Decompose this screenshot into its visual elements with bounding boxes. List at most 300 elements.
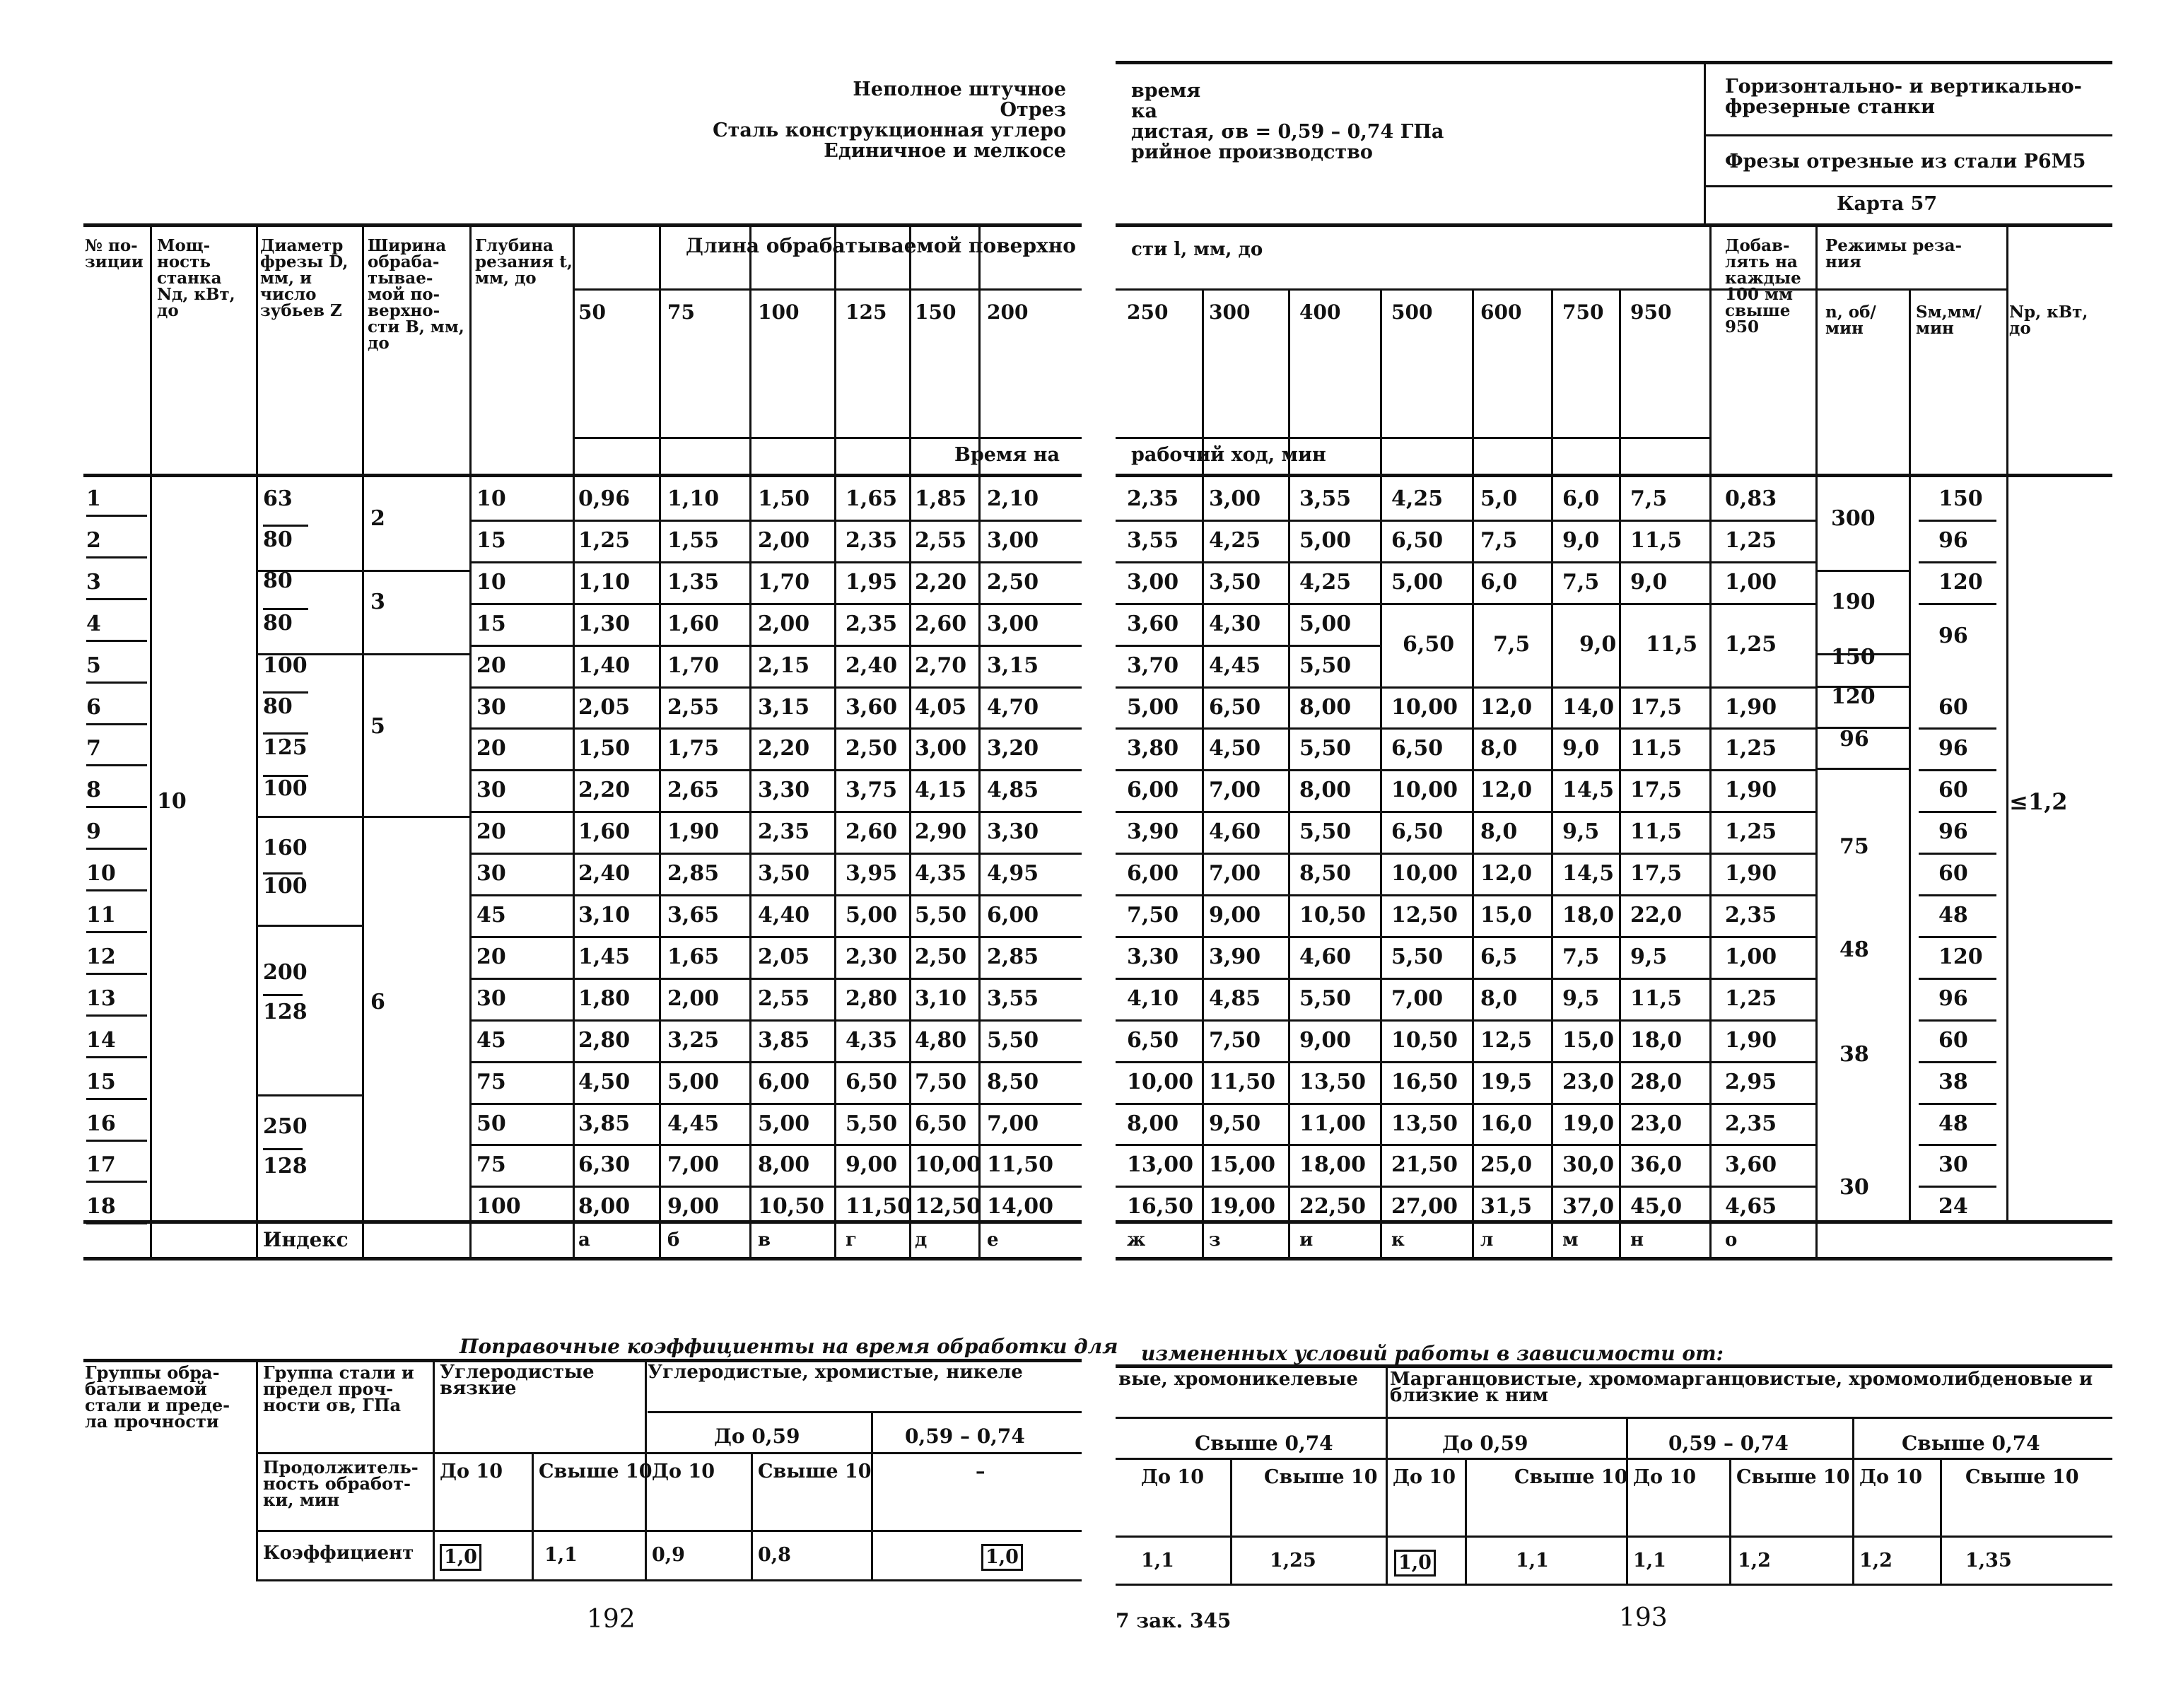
corr-range-left-2: 0,59 – 0,74 <box>905 1425 1025 1448</box>
index-letter: е <box>987 1229 999 1251</box>
n-group-rule <box>1815 768 1909 770</box>
card-label: Карта 57 <box>1837 193 1938 215</box>
diameter-2: 80 <box>263 527 293 552</box>
add-value: 1,25 <box>1725 736 1777 761</box>
col-line-right <box>1551 288 1553 1257</box>
row-rule-left <box>573 727 1082 730</box>
diameter-16a: 250 <box>263 1114 308 1139</box>
n-6: 75 <box>1839 834 1869 859</box>
header-pos: № по- зиции <box>85 236 144 271</box>
add-value: 2,35 <box>1725 903 1777 928</box>
row-rule-left <box>573 894 1082 896</box>
add-value: 1,00 <box>1725 569 1777 595</box>
coef-left: 0,9 <box>652 1544 685 1566</box>
time-value: 21,50 <box>1391 1152 1458 1178</box>
coef-right: 1,2 <box>1859 1550 1893 1572</box>
time-value: 25,0 <box>1480 1152 1533 1178</box>
time-value: 14,0 <box>1562 694 1615 720</box>
time-value: 2,50 <box>987 569 1039 595</box>
time-value: 9,5 <box>1562 985 1600 1011</box>
time-value: 14,00 <box>987 1194 1053 1219</box>
left-header-line-2: Отрез <box>1000 99 1066 121</box>
time-value: 14,5 <box>1562 861 1615 887</box>
time-value: 3,25 <box>667 1027 720 1053</box>
index-bottom-left <box>83 1257 1082 1260</box>
row-rule-s <box>1919 1144 1996 1146</box>
time-value: 13,00 <box>1127 1152 1193 1178</box>
row-rule-depth <box>469 1061 573 1063</box>
time-value: 11,50 <box>987 1152 1053 1178</box>
time-value: 3,90 <box>1209 944 1261 969</box>
time-value: 7,00 <box>667 1152 720 1178</box>
row-pos: 18 <box>86 1194 116 1219</box>
row-rule-s <box>1919 769 1996 771</box>
time-value: 4,50 <box>1209 736 1261 761</box>
row-rule-depth <box>469 936 573 938</box>
corr-range-right-2: До 0,59 <box>1442 1432 1528 1455</box>
corr-range-right-4: Свыше 0,74 <box>1902 1432 2040 1455</box>
corr-mangan: Марганцовистые, хромомарганцовистые, хромомолибденовые и близкие к ним <box>1390 1369 2093 1406</box>
add-value: 0,83 <box>1725 486 1777 511</box>
col-line-left <box>469 223 472 1257</box>
time-value: 3,00 <box>987 611 1039 636</box>
right-header <box>1131 81 1697 163</box>
time-value: 12,0 <box>1480 778 1533 803</box>
time-value: 2,70 <box>915 653 967 678</box>
header-add: Добав- лять на каждые 100 мм свыше 950 <box>1725 236 1801 337</box>
group-rule <box>256 816 362 818</box>
time-value: 37,0 <box>1562 1194 1615 1219</box>
add-value: 1,90 <box>1725 1027 1777 1053</box>
row-rule-depth <box>469 769 573 771</box>
width-4: 6 <box>370 990 385 1014</box>
time-value: 7,5 <box>1480 527 1518 553</box>
header-power: Мощ- ность станка Nд, кВт, до <box>157 236 235 320</box>
header-s: Sм,мм/ мин <box>1916 303 1982 338</box>
merged-500: 6,50 <box>1403 632 1455 657</box>
add-value: 1,25 <box>1725 819 1777 845</box>
header-n: n, об/ мин <box>1825 303 1876 338</box>
time-value: 7,50 <box>915 1069 967 1094</box>
time-value: 1,10 <box>578 569 631 595</box>
top-rule-right <box>1116 61 2112 64</box>
feed-value: 48 <box>1938 1111 1968 1136</box>
time-value: 3,70 <box>1127 653 1179 678</box>
time-value: 8,00 <box>1299 694 1352 720</box>
row-rule-depth <box>469 686 573 689</box>
row-rule-s <box>1919 1103 1996 1105</box>
time-value: 1,40 <box>578 653 631 678</box>
merged-add: 1,25 <box>1725 632 1777 657</box>
header-width: Ширина обраба- тывае- мой по- верхно- сти B, мм, до <box>368 236 464 353</box>
duration-right: Свыше 10 <box>1514 1466 1628 1488</box>
row-depth: 15 <box>476 527 506 553</box>
corr-range-right-1: Свыше 0,74 <box>1195 1432 1333 1455</box>
index-letter: к <box>1391 1229 1405 1251</box>
pos-underline <box>86 889 147 891</box>
coef-right: 1,1 <box>1516 1550 1549 1572</box>
time-value: 10,50 <box>1299 903 1366 928</box>
row-depth: 50 <box>476 1111 506 1136</box>
time-value: 3,55 <box>1299 486 1352 511</box>
time-value: 3,60 <box>846 694 898 720</box>
diameter-8: 100 <box>263 776 308 801</box>
row-rule-left <box>573 561 1082 563</box>
time-value: 5,50 <box>915 903 967 928</box>
time-value: 5,00 <box>1391 569 1444 595</box>
pos-underline <box>86 806 147 808</box>
index-letter: о <box>1725 1229 1738 1251</box>
corr-dur-rule-right <box>1116 1458 2112 1460</box>
time-left-label: Время на <box>954 444 1060 466</box>
diameter-12a: 200 <box>263 960 308 985</box>
time-value: 1,70 <box>667 653 720 678</box>
pos-underline <box>86 723 147 725</box>
time-value: 11,00 <box>1299 1111 1366 1136</box>
duration-left: До 10 <box>440 1461 503 1482</box>
power-value: 10 <box>157 789 187 814</box>
time-value: 9,00 <box>846 1152 898 1178</box>
time-value: 12,0 <box>1480 694 1533 720</box>
time-value: 3,55 <box>1127 527 1179 553</box>
time-value: 3,80 <box>1127 736 1179 761</box>
time-value: 1,65 <box>667 944 720 969</box>
row-depth: 15 <box>476 611 506 636</box>
time-value: 2,20 <box>578 778 631 803</box>
row-depth: 20 <box>476 944 506 969</box>
row-rule-depth <box>469 645 573 647</box>
left-header <box>571 79 1066 161</box>
time-value: 8,0 <box>1480 736 1518 761</box>
group-rule <box>256 1094 362 1096</box>
time-value: 5,50 <box>846 1111 898 1136</box>
col-line-right <box>1380 288 1382 1257</box>
width-3: 5 <box>370 714 385 739</box>
header-rule-3 <box>1704 185 2112 187</box>
time-value: 22,50 <box>1299 1194 1366 1219</box>
time-value: 27,00 <box>1391 1194 1458 1219</box>
corr-bottom-right <box>1116 1584 2112 1586</box>
row-depth: 20 <box>476 653 506 678</box>
col-line-right <box>1288 288 1290 1257</box>
correction-title-left: Поправочные коэффициенты на время обработки для <box>460 1335 1118 1358</box>
time-value: 19,00 <box>1209 1194 1275 1219</box>
time-value: 1,50 <box>578 736 631 761</box>
row-rule-depth <box>469 811 573 813</box>
time-value: 11,5 <box>1630 985 1683 1011</box>
merged-750: 9,0 <box>1579 632 1617 657</box>
length-header-right: 400 <box>1299 300 1341 324</box>
time-value: 5,50 <box>1299 736 1352 761</box>
time-value: 4,85 <box>1209 985 1261 1011</box>
feed-value: 60 <box>1938 694 1968 720</box>
diameter-fraction <box>263 1148 303 1150</box>
coef-right: 1,1 <box>1141 1550 1174 1572</box>
row-pos: 2 <box>86 527 101 553</box>
index-letter: м <box>1562 1229 1579 1251</box>
row-depth: 20 <box>476 736 506 761</box>
time-value: 2,55 <box>758 985 810 1011</box>
pos-underline <box>86 598 147 600</box>
merged-s4: 96 <box>1938 624 1968 648</box>
n-5: 96 <box>1839 727 1869 751</box>
diameter-4: 80 <box>263 611 293 636</box>
time-value: 13,50 <box>1299 1069 1366 1094</box>
add-value: 1,90 <box>1725 778 1777 803</box>
duration-right: Свыше 10 <box>1965 1466 2079 1488</box>
time-value: 1,95 <box>846 569 898 595</box>
length-header-left: 75 <box>667 300 695 324</box>
row-rule-left <box>573 1186 1082 1188</box>
time-value: 8,50 <box>987 1069 1039 1094</box>
duration-left: Свыше 10 <box>539 1461 653 1482</box>
length-header-right: 950 <box>1630 300 1672 324</box>
col-line-left <box>573 223 575 1257</box>
row-rule-left <box>573 936 1082 938</box>
row-rule-left <box>573 978 1082 980</box>
time-value: 6,50 <box>1209 694 1261 720</box>
time-value: 8,0 <box>1480 819 1518 845</box>
row-rule-depth <box>469 727 573 730</box>
time-value: 3,30 <box>987 819 1039 845</box>
time-value: 5,50 <box>1299 653 1352 678</box>
time-value: 4,85 <box>987 778 1039 803</box>
n-7: 48 <box>1839 937 1869 962</box>
time-value: 4,80 <box>915 1027 967 1053</box>
time-value: 4,30 <box>1209 611 1261 636</box>
length-header-left: 200 <box>987 300 1029 324</box>
time-value: 3,15 <box>758 694 810 720</box>
corr-coef-rule-right <box>1116 1536 2112 1538</box>
row-pos: 5 <box>86 653 101 678</box>
corr-coef-label: Коэффициент <box>263 1543 414 1564</box>
row-rule-right <box>1116 645 1380 647</box>
length-header-right: 600 <box>1480 300 1522 324</box>
time-value: 1,65 <box>846 486 898 511</box>
time-value: 6,50 <box>1127 1027 1179 1053</box>
time-value: 4,25 <box>1391 486 1444 511</box>
time-value: 0,96 <box>578 486 631 511</box>
time-value: 3,85 <box>578 1111 631 1136</box>
time-value: 8,00 <box>578 1194 631 1219</box>
time-value: 10,00 <box>915 1152 981 1178</box>
diameter-7: 125 <box>263 735 308 760</box>
time-value: 2,55 <box>915 527 967 553</box>
left-header-line-3: Сталь конструкционная углеро <box>713 119 1066 141</box>
time-value: 15,00 <box>1209 1152 1275 1178</box>
time-value: 10,00 <box>1391 778 1458 803</box>
pos-underline <box>86 515 147 517</box>
index-top-left <box>83 1220 1082 1224</box>
time-value: 18,0 <box>1630 1027 1683 1053</box>
time-value: 6,00 <box>1127 861 1179 887</box>
row-rule-left <box>573 686 1082 689</box>
feed-value: 120 <box>1938 569 1983 595</box>
corr-steel-header: Группа стали и предел проч- ности σв, ГПа <box>263 1362 414 1415</box>
time-value: 2,85 <box>667 861 720 887</box>
row-pos: 16 <box>86 1111 116 1136</box>
time-value: 1,55 <box>667 527 720 553</box>
time-value: 2,40 <box>846 653 898 678</box>
time-value: 10,00 <box>1391 694 1458 720</box>
diameter-5: 100 <box>263 653 308 678</box>
pos-underline <box>86 556 147 558</box>
time-value: 1,45 <box>578 944 631 969</box>
time-value: 16,50 <box>1391 1069 1458 1094</box>
left-header-line-4: Единичное и мелкосе <box>824 140 1066 162</box>
n-3: 150 <box>1831 645 1876 669</box>
row-rule-depth <box>469 894 573 896</box>
add-value: 1,90 <box>1725 694 1777 720</box>
right-header-line-3: дистая, σв = 0,59 – 0,74 ГПа <box>1131 121 1444 143</box>
duration-right: До 10 <box>1633 1466 1696 1488</box>
time-value: 8,00 <box>758 1152 810 1178</box>
row-depth: 30 <box>476 985 506 1011</box>
row-depth: 30 <box>476 778 506 803</box>
row-rule-s <box>1919 603 1996 605</box>
time-value: 6,5 <box>1480 944 1518 969</box>
time-value: 5,00 <box>1299 527 1352 553</box>
machines-label: Горизонтально- и вертикально-фрезерные станки <box>1725 76 2082 118</box>
index-letter: в <box>758 1229 771 1251</box>
time-value: 4,25 <box>1209 527 1261 553</box>
length-header-left: 125 <box>846 300 887 324</box>
width-group-rule <box>362 570 469 572</box>
time-value: 5,00 <box>1299 611 1352 636</box>
time-value: 3,30 <box>758 778 810 803</box>
time-value: 1,50 <box>758 486 810 511</box>
time-value: 6,50 <box>1391 736 1444 761</box>
duration-right: До 10 <box>1859 1466 1922 1488</box>
row-rule-s <box>1919 936 1996 938</box>
order-note: 7 зак. 345 <box>1116 1609 1232 1632</box>
row-rule-left <box>573 520 1082 522</box>
corr-v5 <box>751 1452 753 1579</box>
row-pos: 11 <box>86 903 116 928</box>
header-diameter: Диаметр фрезы D, мм, и число зубьев Z <box>260 236 349 320</box>
col-line-right <box>1619 288 1621 1257</box>
col-line-left <box>749 223 751 1257</box>
time-value: 3,00 <box>915 736 967 761</box>
diameter-3: 80 <box>263 568 293 593</box>
add-value: 1,90 <box>1725 861 1777 887</box>
corr-group-header: Группы обра- батываемой стали и преде- ла прочности <box>85 1362 230 1432</box>
corr-coef-rule-left <box>256 1530 1082 1532</box>
time-value: 11,50 <box>1209 1069 1275 1094</box>
feed-value: 96 <box>1938 527 1968 553</box>
row-rule-left <box>573 1061 1082 1063</box>
row-rule-s <box>1919 727 1996 730</box>
header-modes: Режимы реза- ния <box>1825 236 1963 271</box>
time-value: 7,50 <box>1127 903 1179 928</box>
time-value: 12,0 <box>1480 861 1533 887</box>
time-value: 45,0 <box>1630 1194 1683 1219</box>
col-line-left <box>256 223 258 1257</box>
col-line-left <box>659 223 661 1257</box>
time-value: 4,60 <box>1209 819 1261 845</box>
pos-underline <box>86 1014 147 1017</box>
feed-value: 60 <box>1938 1027 1968 1053</box>
time-value: 23,0 <box>1562 1069 1615 1094</box>
time-value: 2,20 <box>758 736 810 761</box>
time-value: 4,45 <box>1209 653 1261 678</box>
row-rule-s <box>1919 811 1996 813</box>
time-value: 5,50 <box>1391 944 1444 969</box>
time-value: 6,50 <box>915 1111 967 1136</box>
pos-underline <box>86 848 147 850</box>
header-bottom-left <box>83 474 1082 477</box>
row-pos: 8 <box>86 778 101 803</box>
diameter-1: 63 <box>263 486 293 511</box>
row-depth: 10 <box>476 486 506 511</box>
time-value: 6,50 <box>1391 819 1444 845</box>
duration-left: – <box>976 1461 985 1482</box>
pos-underline <box>86 931 147 933</box>
time-value: 8,50 <box>1299 861 1352 887</box>
coef-left: 1,0 <box>981 1544 1023 1571</box>
corr-v9 <box>1465 1458 1467 1584</box>
time-value: 3,95 <box>846 861 898 887</box>
col-line-left <box>909 223 911 1257</box>
coef-right: 1,25 <box>1270 1550 1316 1572</box>
feed-value: 96 <box>1938 985 1968 1011</box>
time-value: 23,0 <box>1630 1111 1683 1136</box>
time-value: 2,00 <box>758 611 810 636</box>
time-value: 2,35 <box>1127 486 1179 511</box>
index-letter: г <box>846 1229 857 1251</box>
time-value: 1,85 <box>915 486 967 511</box>
corr-top-right <box>1116 1364 2112 1368</box>
time-value: 4,45 <box>667 1111 720 1136</box>
time-value: 3,50 <box>758 861 810 887</box>
length-header-left: 150 <box>915 300 957 324</box>
corr-range-left-1: До 0,59 <box>714 1425 800 1448</box>
time-value: 5,50 <box>987 1027 1039 1053</box>
row-rule-s <box>1919 978 1996 980</box>
time-value: 4,50 <box>578 1069 631 1094</box>
index-label: Индекс <box>263 1228 349 1251</box>
row-rule-depth <box>469 978 573 980</box>
time-value: 2,80 <box>846 985 898 1011</box>
row-pos: 1 <box>86 486 101 511</box>
col-line-left <box>362 223 364 1257</box>
time-value: 3,10 <box>578 903 631 928</box>
merged-950: 11,5 <box>1646 632 1698 657</box>
time-value: 2,40 <box>578 861 631 887</box>
time-value: 1,60 <box>578 819 631 845</box>
duration-right: Свыше 10 <box>1736 1466 1850 1488</box>
header-rule-2 <box>1704 134 2112 136</box>
time-value: 7,5 <box>1630 486 1668 511</box>
row-rule-depth <box>469 853 573 855</box>
time-value: 19,5 <box>1480 1069 1533 1094</box>
length-header-right: 250 <box>1127 300 1169 324</box>
time-value: 30,0 <box>1562 1152 1615 1178</box>
row-pos: 13 <box>86 985 116 1011</box>
pos-underline <box>86 764 147 766</box>
add-value: 1,25 <box>1725 527 1777 553</box>
row-rule-s <box>1919 1061 1996 1063</box>
corr-v1 <box>256 1359 258 1579</box>
time-value: 12,50 <box>915 1194 981 1219</box>
add-value: 1,00 <box>1725 944 1777 969</box>
add-value: 2,35 <box>1725 1111 1777 1136</box>
row-rule-depth <box>469 561 573 563</box>
time-value: 8,00 <box>1299 778 1352 803</box>
right-header-line-1: время <box>1131 80 1201 102</box>
row-pos: 3 <box>86 569 101 595</box>
diameter-6: 80 <box>263 694 293 719</box>
